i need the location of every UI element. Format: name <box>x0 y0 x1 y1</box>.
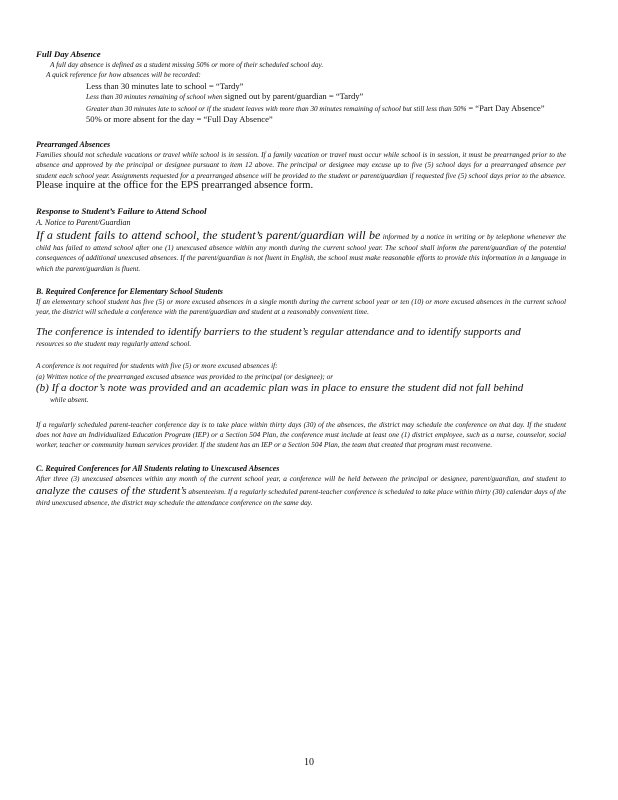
section-b-purpose-tail: resources so the student may regularly attend school. <box>36 338 192 348</box>
bullet-text: 50% or more absent for the day = “Full Day Absence” <box>86 114 273 125</box>
page-number: 10 <box>304 757 314 768</box>
section-a-heading: A. Notice to Parent/Guardian <box>36 218 131 228</box>
full-day-absence-heading: Full Day Absence <box>36 49 101 59</box>
section-b-purpose: The conference is intended to identify barriers to the student’s regular attendance and to identify supports and <box>36 325 521 338</box>
bullet-marker-icon <box>72 103 86 115</box>
prearranged-paragraph <box>36 150 566 192</box>
bullet-text: Less than 30 minutes remaining of school when <box>86 93 223 102</box>
list-item <box>72 81 566 92</box>
bullet-text: Less than 30 minutes late to school = “Tardy” <box>86 80 244 91</box>
list-item <box>72 103 566 115</box>
section-b-exception-b-tail: while absent. <box>50 395 89 405</box>
prearranged-text: Families should not schedule vacations or travel while school is in session. If a family vacation or travel must occur while school is in session, it must be prearranged prior to the absence and approved by the principal or designee pursuant to item 12 above. The principal or designee may excuse up to five (5) school days for a prearranged absence per student each school year. Assignments requested for a prearranged absence will be provided to the student or parent/guardian if requested five (5) school days prior to the absence. <box>36 149 566 180</box>
response-heading: Response to Student’s Failure to Attend School <box>36 206 207 217</box>
section-b-exception-b: (b) If a doctor’s note was provided and an academic plan was in place to ensure the student did not fall behind <box>36 382 524 395</box>
section-a-lead: If a student fails to attend school, the student’s parent/guardian will be <box>36 228 381 243</box>
section-b-exception-intro: A conference is not required for students with five (5) or more excused absences if: <box>36 361 278 371</box>
section-b-heading: B. Required Conference for Elementary School Students <box>36 287 223 297</box>
section-b-iep-paragraph: If a regularly scheduled parent-teacher conference day is to take place within thirty days (30) of the absences, the district may schedule the conference on that day. If the student does not have an Individualized Education Program (IEP) or a Section 504 Plan, the conference must include at least one (1) district employee, such as a nurse, counselor, social worker, teacher or community human services provider. If the student has an IEP or a Section 504 Plan, the team that created that program must reconvene. <box>36 419 566 450</box>
bullet-text-tail: = “Part Day Absence” <box>468 102 545 113</box>
section-c-heading: C. Required Conferences for All Students relating to Unexcused Absences <box>36 463 280 473</box>
list-item <box>72 91 566 103</box>
bullet-marker-icon <box>72 91 86 103</box>
bullet-text: Greater than 30 minutes late to school or if the student leaves with more than 30 minutes remaining of school but still less than 50% <box>86 104 467 113</box>
prearranged-heading: Prearranged Absences <box>36 139 111 149</box>
section-c-lead: analyze the causes of the student’s <box>36 485 187 498</box>
bullet-text-tail: signed out by parent/guardian = “Tardy” <box>224 91 364 102</box>
full-day-definition: A full day absence is defined as a student missing 50% or more of their scheduled school day. <box>50 60 324 69</box>
prearranged-form-note: Please inquire at the office for the EPS prearranged absence form. <box>36 180 314 192</box>
section-a-text: informed by a notice in writing or by telephone whenever the child has failed to attend school after one (1) unexcused absence within any month during the current school year. The school shall inform the parent/guardian of the potential consequences of additional unexcused absences. If the parent/guardian is not fluent in English, the school must make reasonable efforts to provide this information in a language in which the parent/guardian is fluent. <box>36 232 566 273</box>
section-c-text-1: After three (3) unexcused absences within any month of the current school year, a conference will be held between the principal or designee, parent/guardian, and student to <box>36 473 566 483</box>
quick-reference-intro: A quick reference for how absences will be recorded: <box>46 70 201 80</box>
section-b-exception-a: (a) Written notice of the prearranged excused absence was provided to the principal (or designee); or <box>36 371 334 381</box>
bullet-marker-icon <box>72 81 86 92</box>
section-b-text: If an elementary school student has five (5) or more excused absences in a single month during the current school year or ten (10) or more excused absences in the current school year, the district will schedule a conference with the parent/guardian and student at a reasonably convenient time. <box>36 297 566 317</box>
bullet-marker-icon <box>72 114 86 125</box>
section-c-text-2: absenteeism. If a regularly scheduled parent-teacher conference is scheduled to take place within thirty (30) calendar days of the third unexcused absence, the district may schedule the attendance conference on the same day. <box>36 487 566 508</box>
section-c-paragraph <box>36 474 566 509</box>
list-item <box>72 114 566 125</box>
section-a-paragraph <box>36 228 566 274</box>
page-content <box>36 48 566 509</box>
